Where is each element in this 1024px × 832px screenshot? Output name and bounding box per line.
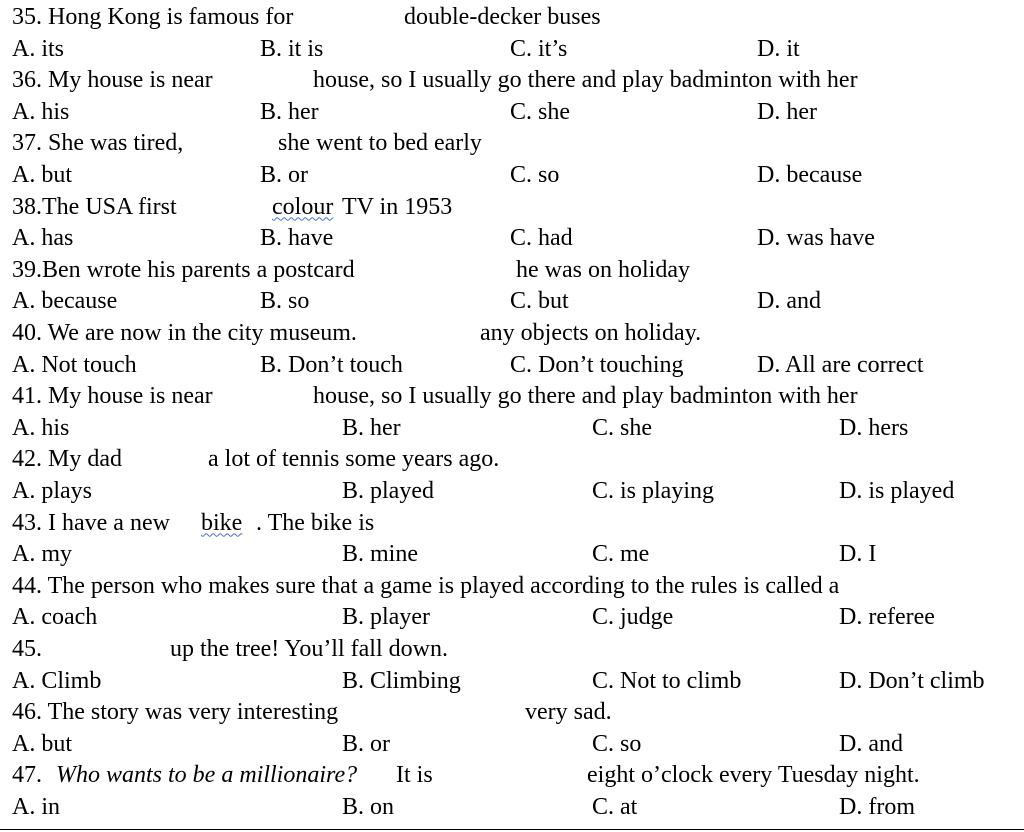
question-line <box>0 128 1024 160</box>
answer-option: C. she <box>510 98 570 125</box>
answer-option: D. referee <box>839 604 935 631</box>
answer-option: D. Don’t climb <box>839 667 985 694</box>
answer-option: B. Don’t touch <box>260 351 403 378</box>
answer-option: B. mine <box>342 541 418 568</box>
answer-option: D. is played <box>839 478 955 504</box>
options-line <box>0 223 1024 255</box>
question-line <box>0 508 1024 540</box>
answer-option: B. on <box>342 794 395 820</box>
answer-option: C. it’s <box>510 35 568 62</box>
answer-option: C. judge <box>592 604 674 631</box>
answer-option: B. Climbing <box>342 667 461 694</box>
question-text: eight o’clock every Tuesday night. <box>587 762 920 789</box>
answer-option: D. I <box>839 541 877 568</box>
options-line <box>0 160 1024 192</box>
answer-option: A. plays <box>12 478 92 504</box>
answer-option: A. because <box>12 288 118 315</box>
answer-option: D. her <box>757 98 817 125</box>
answer-option: C. had <box>510 225 573 252</box>
question-text: 42. My dad <box>12 446 122 473</box>
question-text: a lot of tennis some years ago. <box>208 446 500 473</box>
answer-option: C. but <box>510 288 569 315</box>
options-line <box>0 729 1024 761</box>
question-text: TV in 1953 <box>342 193 453 220</box>
options-line <box>0 286 1024 318</box>
answer-option: D. and <box>839 730 903 757</box>
answer-option: A. but <box>12 730 72 757</box>
answer-option: B. or <box>342 730 390 757</box>
options-line <box>0 792 1024 824</box>
answer-option: A. his <box>12 414 70 441</box>
question-text: Who wants to be a millionaire? <box>56 762 358 789</box>
options-line <box>0 350 1024 382</box>
question-text: house, so I usually go there and play badminton with her <box>313 383 858 410</box>
answer-option: A. its <box>12 35 65 62</box>
options-line <box>0 34 1024 66</box>
answer-option: C. she <box>592 414 652 441</box>
question-text: he was on holiday <box>516 256 690 283</box>
answer-option: C. so <box>510 162 560 188</box>
question-line <box>0 697 1024 729</box>
answer-option: A. Climb <box>12 667 102 694</box>
answer-option: C. at <box>592 794 638 820</box>
question-text: 45. <box>12 636 42 662</box>
answer-option: B. it is <box>260 35 324 62</box>
question-text: 35. Hong Kong is famous for <box>12 4 294 30</box>
bottom-rule <box>0 829 1024 830</box>
question-text: 44. The person who makes sure that a game is played according to the rules is called a <box>12 572 840 599</box>
question-line <box>0 760 1024 792</box>
answer-option: D. from <box>839 794 915 820</box>
question-text: 40. We are now in the city museum. <box>12 320 357 346</box>
answer-option: D. it <box>757 35 800 62</box>
question-text: 38.The USA first <box>12 193 177 220</box>
answer-option: A. Not touch <box>12 351 137 378</box>
question-line <box>0 634 1024 666</box>
question-line <box>0 65 1024 97</box>
question-text: It is <box>396 762 433 789</box>
question-text: up the tree! You’ll fall down. <box>170 636 448 662</box>
answer-option: A. my <box>12 541 72 568</box>
answer-option: D. hers <box>839 414 909 441</box>
question-text: she went to bed early <box>278 130 482 157</box>
question-line <box>0 192 1024 224</box>
question-line <box>0 318 1024 350</box>
answer-option: C. is playing <box>592 478 715 504</box>
answer-option: C. so <box>592 730 642 757</box>
question-text: 47. <box>12 762 42 789</box>
answer-option: C. me <box>592 541 650 568</box>
options-line <box>0 666 1024 698</box>
answer-option: A. but <box>12 162 72 188</box>
question-line <box>0 444 1024 476</box>
answer-option: D. was have <box>757 225 875 252</box>
answer-option: B. her <box>342 414 401 441</box>
options-line <box>0 476 1024 508</box>
question-line <box>0 381 1024 413</box>
question-line <box>0 255 1024 287</box>
answer-option: A. in <box>12 794 60 820</box>
question-text: any objects on holiday. <box>480 320 702 346</box>
options-line <box>0 602 1024 634</box>
answer-option: A. has <box>12 225 74 252</box>
question-text: 36. My house is near <box>12 67 213 94</box>
answer-option: B. so <box>260 288 310 315</box>
answer-option: D. All are correct <box>757 351 924 378</box>
answer-option: D. and <box>757 288 821 315</box>
answer-option: C. Not to climb <box>592 667 742 694</box>
answer-option: B. played <box>342 478 434 504</box>
options-line <box>0 539 1024 571</box>
answer-option: B. player <box>342 604 430 631</box>
question-text: . The bike is <box>256 509 375 536</box>
answer-option: D. because <box>757 162 863 188</box>
question-line <box>0 2 1024 34</box>
answer-option: B. her <box>260 98 319 125</box>
question-text: very sad. <box>525 699 612 726</box>
answer-option: A. his <box>12 98 70 125</box>
question-text: bike <box>201 509 243 536</box>
answer-option: A. coach <box>12 604 98 631</box>
question-text: 39.Ben wrote his parents a postcard <box>12 256 355 283</box>
question-text: 37. She was tired, <box>12 130 184 157</box>
answer-option: C. Don’t touching <box>510 351 684 378</box>
question-text: 46. The story was very interesting <box>12 699 339 726</box>
question-line <box>0 571 1024 603</box>
question-text: 41. My house is near <box>12 383 213 410</box>
question-text: house, so I usually go there and play badminton with her <box>313 67 858 94</box>
options-line <box>0 413 1024 445</box>
answer-option: B. or <box>260 162 308 188</box>
answer-option: B. have <box>260 225 334 252</box>
options-line <box>0 97 1024 129</box>
question-text: double-decker buses <box>404 4 601 30</box>
question-text: colour <box>272 193 334 220</box>
question-text: 43. I have a new <box>12 509 170 536</box>
